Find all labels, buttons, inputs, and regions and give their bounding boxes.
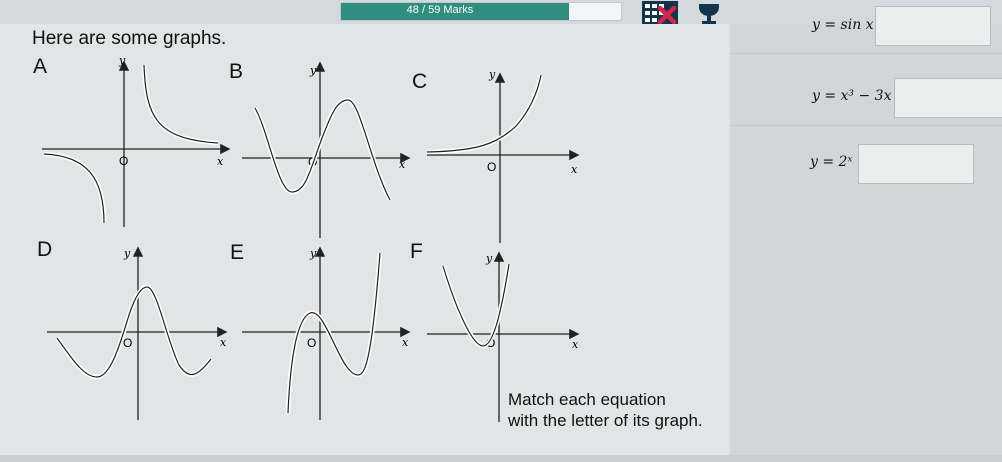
graph-letter-b: B (229, 60, 244, 83)
x-axis-label: x (572, 338, 579, 351)
x-axis-label: x (217, 155, 224, 168)
equation-label-cubic: y = x³ − 3x (812, 88, 892, 104)
instruction-line-2: with the letter of its graph. (508, 411, 703, 430)
marks-progress-bar (340, 2, 622, 21)
graph-letter-d: D (37, 238, 53, 261)
equation-row-sin (730, 2, 1002, 42)
marks-text: 48 / 59 Marks (406, 4, 474, 16)
row-divider (730, 125, 1002, 126)
marks-progress-fill (341, 3, 569, 20)
y-axis-label: y (124, 247, 131, 260)
x-axis-label: x (571, 163, 578, 176)
graph-letter-e: E (230, 241, 245, 264)
cross-icon (657, 6, 677, 24)
row-divider (730, 53, 1002, 54)
x-axis-label: x (220, 336, 227, 349)
instruction-line-1: Match each equation (508, 390, 666, 409)
graph-a (40, 55, 240, 230)
origin-label: O (486, 336, 496, 350)
origin-label: O (123, 336, 133, 350)
graph-c (425, 65, 595, 245)
graph-b (240, 60, 415, 240)
instruction-text (508, 389, 703, 431)
answer-input-cubic[interactable] (894, 78, 1002, 118)
x-axis-label: x (399, 158, 406, 171)
origin-label: O (487, 160, 497, 174)
answer-input-exponential[interactable] (858, 144, 974, 184)
origin-label: O (308, 155, 318, 169)
graph-d (45, 245, 235, 425)
equation-row-exponential (730, 142, 1002, 182)
answer-input-sin[interactable] (875, 6, 991, 46)
origin-label: O (307, 336, 317, 350)
graph-letter-a: A (33, 55, 48, 78)
graph-letter-f: F (410, 240, 423, 263)
graph-e (240, 245, 415, 425)
y-axis-label: y (489, 68, 496, 81)
y-axis-label: y (310, 247, 317, 260)
bottom-strip (0, 455, 1002, 462)
origin-label: O (119, 154, 129, 168)
equation-row-cubic (730, 76, 1002, 116)
equation-label-exponential: y = 2ˣ (810, 154, 853, 170)
y-axis-label: y (486, 252, 493, 265)
x-axis-label: x (402, 336, 409, 349)
trophy-icon[interactable] (695, 2, 723, 26)
equation-label-sin: y = sin x (812, 17, 874, 33)
y-axis-label: y (119, 55, 126, 67)
y-axis-label: y (310, 64, 317, 77)
graph-letter-c: C (412, 70, 428, 93)
question-heading: Here are some graphs. (32, 28, 227, 49)
